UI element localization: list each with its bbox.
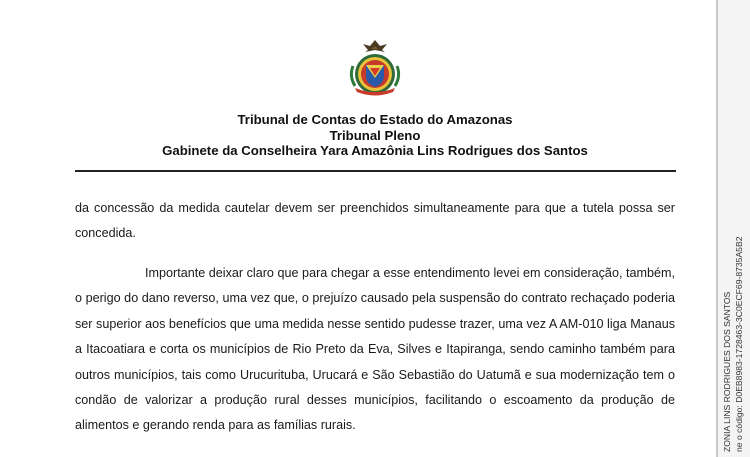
coat-of-arms-icon — [343, 36, 407, 100]
header-institution: Tribunal de Contas do Estado do Amazonas — [237, 112, 513, 127]
header-divider — [75, 170, 676, 172]
side-signature-text: ZONIA LINS RODRIGUES DOS SANTOS — [722, 291, 732, 452]
side-verification-code: ne o código: D0EB8983-1728463-3C0ECF69-8735A5B2 — [734, 236, 744, 452]
body-paragraph-2: Importante deixar claro que para chegar a esse entendimento levei em consideração, também, o perigo do dano reverso, uma vez que, o prejuízo causado pela suspensão do contrato rechaçado poderia ser superior aos benefícios que uma medida nesse sentido pudesse trazer, uma vez A AM-010 liga Manaus a Itacoatiara e corta os municípios de Rio Preto da Eva, Silves e Itapiranga, sendo caminho também para outros municípios, tais como Urucurituba, Urucará e São Sebastião do Uatumã e sua modernização tem o condão de valorizar a produção rural desses municípios, facilitando o escoamento da produção de alimentos e gerando renda para as famílias rurais. — [75, 266, 675, 433]
document-header — [75, 112, 675, 159]
header-body: Tribunal Pleno — [329, 127, 421, 143]
header-office: Gabinete da Conselheira Yara Amazônia Lins Rodrigues dos Santos — [162, 143, 588, 158]
body-paragraph-1: da concessão da medida cautelar devem ser preenchidos simultaneamente para que a tutela possa ser concedida. — [75, 201, 675, 241]
